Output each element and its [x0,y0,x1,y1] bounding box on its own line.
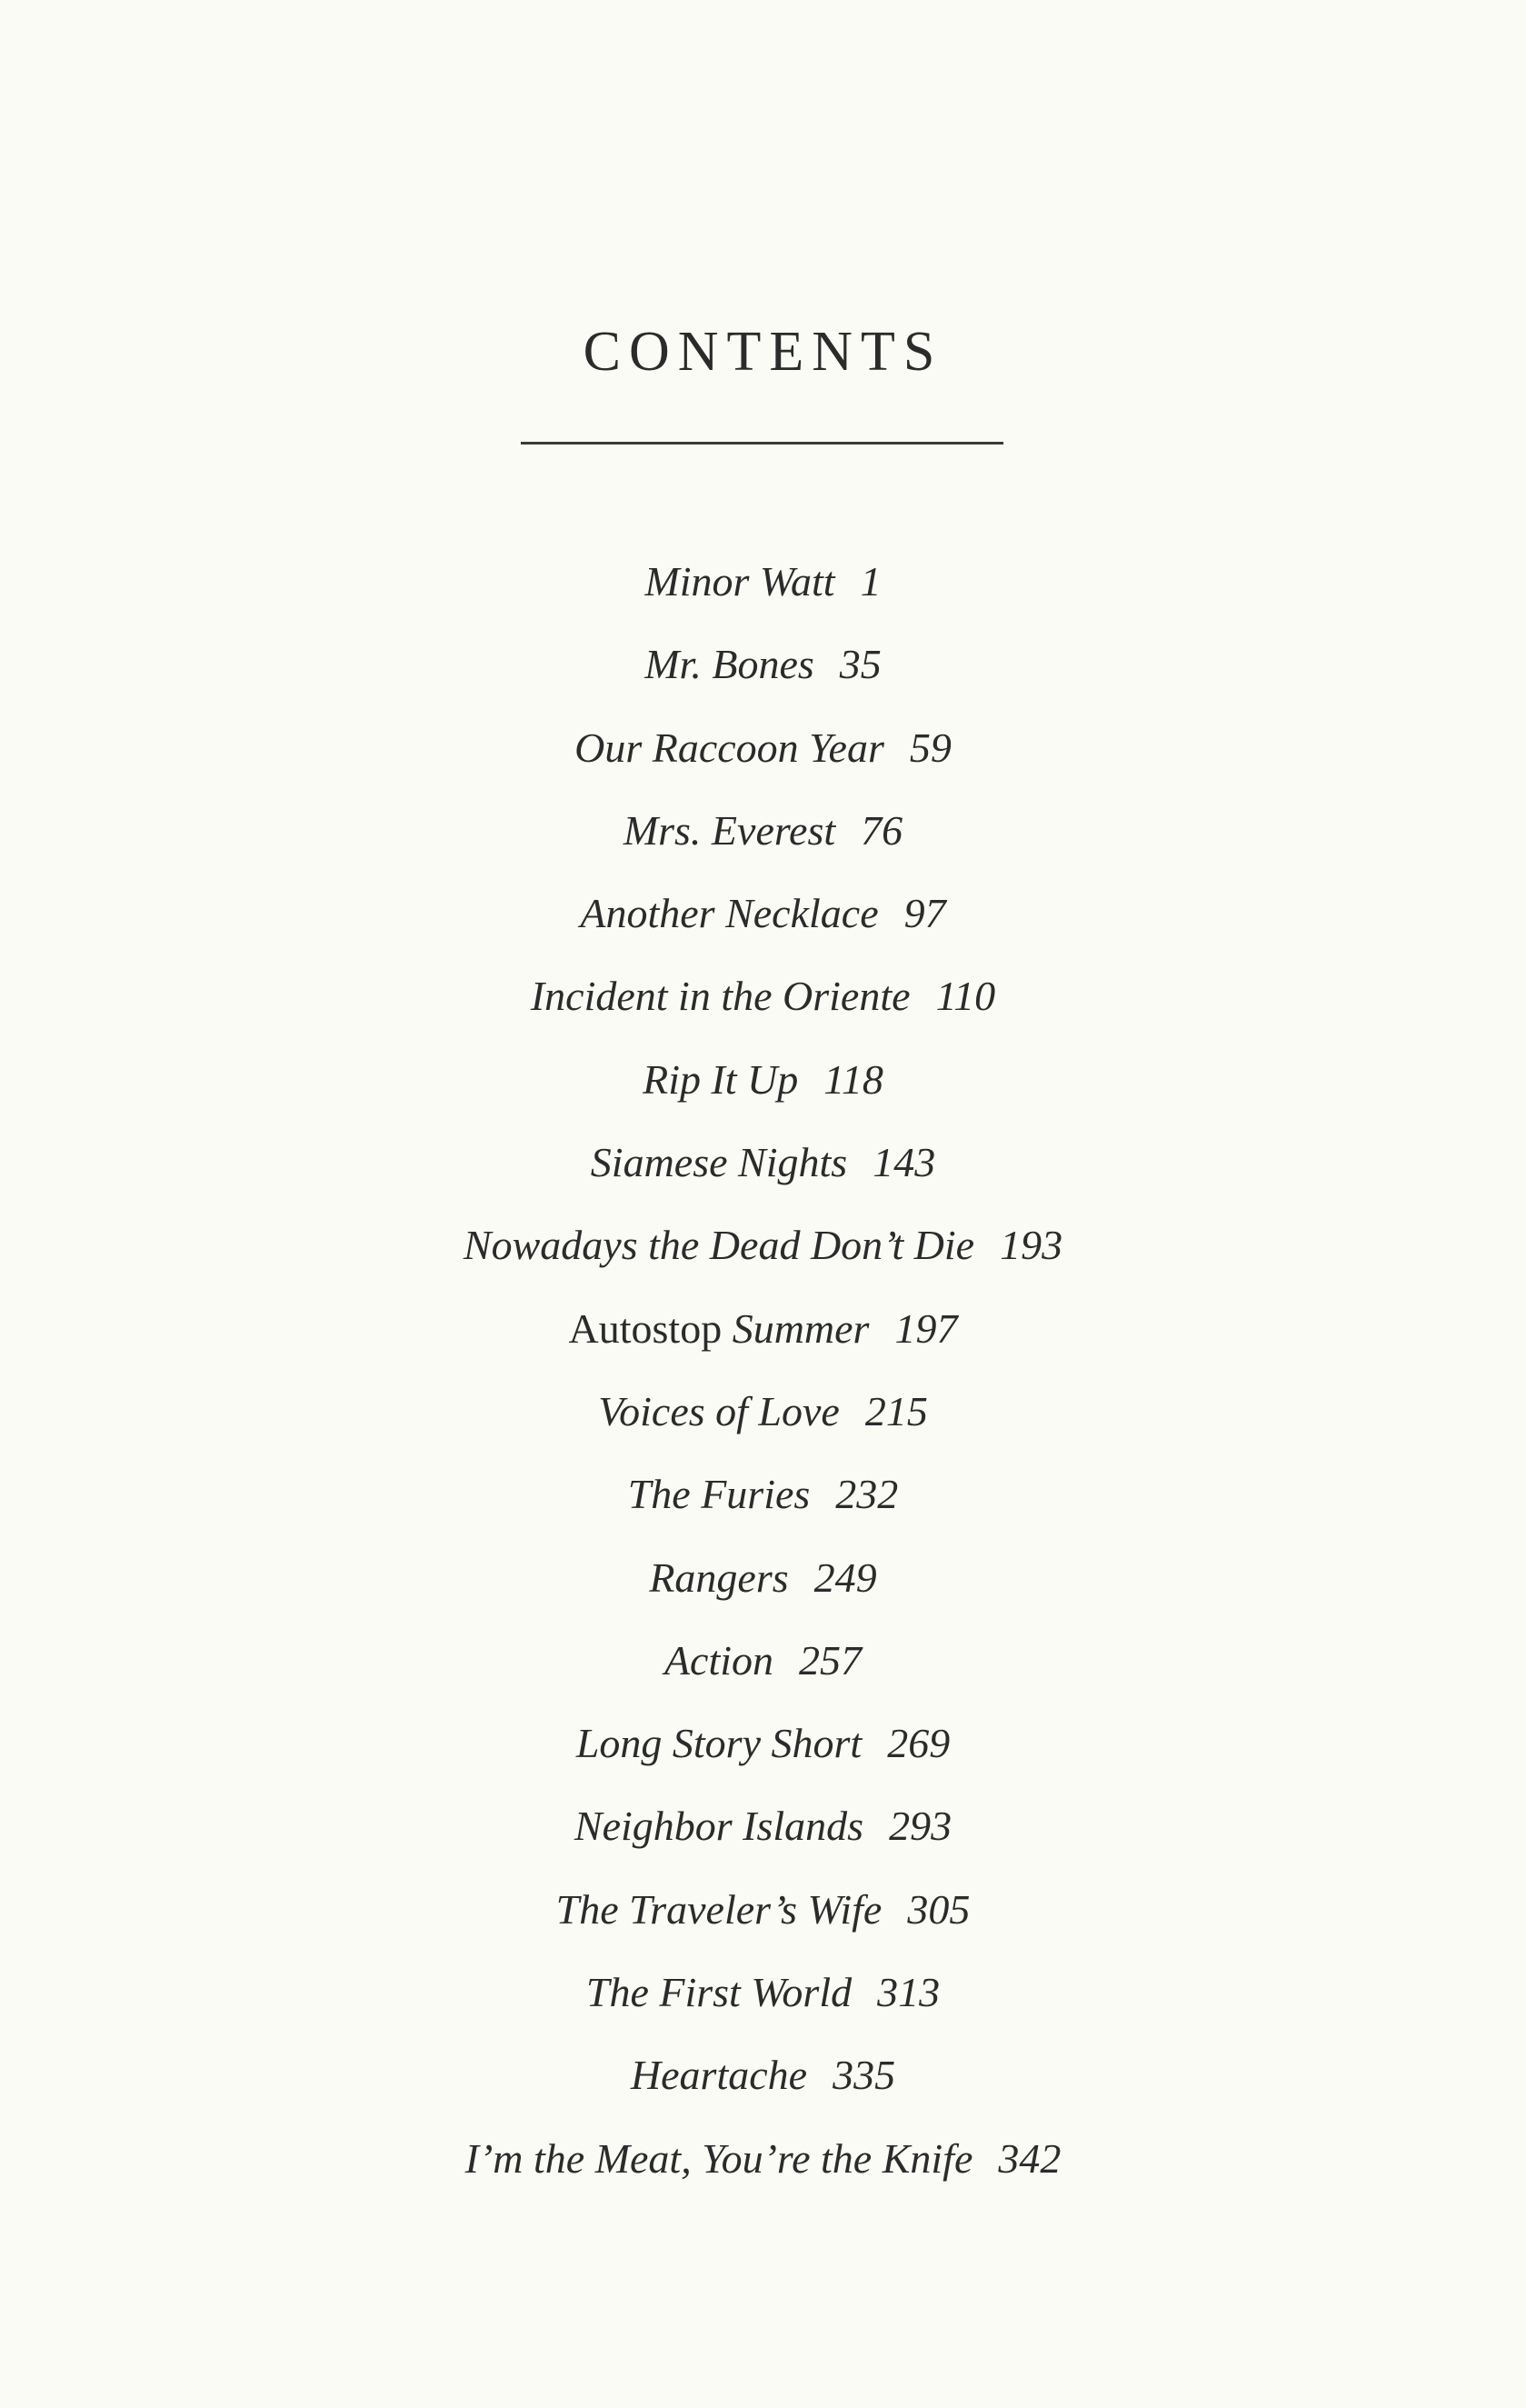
entry-title: The Furies [627,1471,811,1518]
toc-entry [0,1048,1526,1131]
entry-title: Mr. Bones [644,641,814,688]
entry-page-number: 97 [903,890,946,937]
toc-entry [0,1794,1526,1877]
toc-entry [0,1712,1526,1794]
contents-heading: CONTENTS [583,321,943,383]
heading-rule [521,442,1003,445]
entry-title: Minor Watt [644,558,835,604]
entry-title: The First World [585,1969,853,2016]
entry-title: Action [663,1636,774,1684]
toc-entry [0,1214,1526,1296]
entry-page-number: 293 [889,1803,953,1850]
toc-entry [0,1878,1526,1961]
entry-title: Siamese Nights [590,1139,848,1186]
toc-entry [0,550,1526,633]
entry-page-number: 193 [1000,1222,1063,1269]
entry-title: The Traveler’s Wife [555,1885,883,1933]
toc-entry [0,1380,1526,1463]
entry-title: Another Necklace [580,890,879,937]
toc-entry [0,1131,1526,1214]
entry-title: Incident in the Oriente [530,973,911,1020]
entry-page-number: 1 [860,558,882,604]
toc-entry [0,799,1526,882]
toc-entry [0,1297,1526,1380]
entry-page-number: 305 [907,1885,971,1933]
toc-entry [0,1629,1526,1712]
entry-page-number: 342 [998,2134,1062,2182]
entry-page-number: 35 [839,641,882,688]
entry-title: I’m the Meat, You’re the Knife [464,2134,973,2182]
entry-page-number: 269 [887,1720,951,1767]
toc-entry [0,2127,1526,2210]
entry-title: Rangers [649,1554,789,1601]
table-of-contents [0,550,1526,2210]
entry-page-number: 143 [873,1139,936,1186]
entry-page-number: 313 [877,1969,941,2016]
entry-title: Rip It Up [643,1055,799,1103]
entry-page-number: 110 [935,973,996,1020]
toc-entry [0,716,1526,799]
entry-page-number: 232 [835,1471,899,1518]
entry-page-number: 76 [861,806,903,854]
toc-entry [0,1463,1526,1545]
entry-title-prefix: Autostop [568,1304,723,1352]
entry-page-number: 59 [909,724,952,771]
entry-title: Heartache [630,2052,808,2099]
entry-page-number: 335 [833,2052,896,2099]
entry-title: Mrs. Everest [623,806,836,854]
toc-entry [0,1961,1526,2043]
entry-page-number: 118 [823,1055,883,1103]
entry-page-number: 249 [813,1554,877,1601]
toc-entry [0,882,1526,964]
entry-page-number: 197 [894,1304,958,1352]
toc-entry [0,633,1526,715]
toc-entry [0,1546,1526,1629]
entry-title: Our Raccoon Year [574,724,884,771]
toc-entry [0,2043,1526,2126]
entry-title: Neighbor Islands [573,1803,864,1850]
entry-page-number: 215 [864,1387,928,1434]
entry-title: Nowadays the Dead Don’t Die [463,1222,975,1269]
entry-title: Voices of Love [598,1387,840,1434]
entry-page-number: 257 [799,1636,863,1684]
entry-title: Long Story Short [575,1720,863,1767]
toc-entry [0,964,1526,1047]
entry-title: Summer [732,1304,870,1352]
